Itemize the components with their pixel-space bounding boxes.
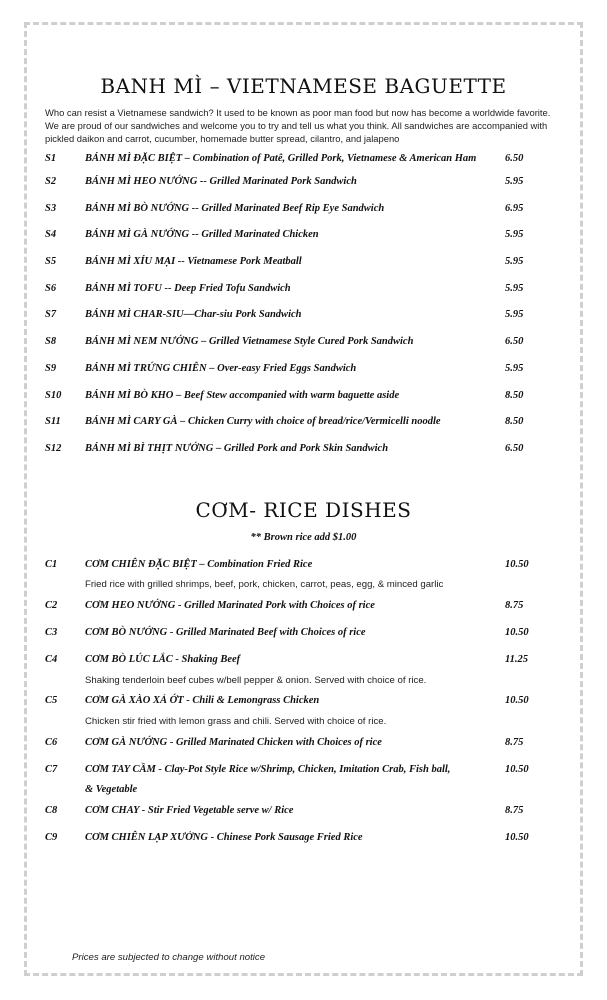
menu-item-s4	[45, 229, 535, 245]
menu-item-s8	[45, 336, 535, 352]
menu-item-c4	[45, 654, 535, 670]
item-name: BÁNH MÌ BÒ NƯỚNG -- Grilled Marinated Beef Rip Eye Sandwich	[85, 203, 385, 214]
item-description: Fried rice with grilled shrimps, beef, pork, chicken, carrot, peas, egg, & minced garlic	[85, 579, 444, 590]
item-code: C8	[45, 805, 58, 816]
item-price: 6.50	[505, 153, 524, 164]
menu-item-c5	[45, 695, 535, 711]
menu-item-s1	[45, 153, 535, 169]
item-price: 5.95	[505, 309, 524, 320]
com-title: CƠM- RICE DISHES	[195, 498, 412, 522]
item-code: S4	[45, 229, 57, 240]
item-name: BÁNH MÌ GÀ NƯỚNG -- Grilled Marinated Chicken	[85, 229, 319, 240]
item-code: S12	[45, 443, 62, 454]
banh-mi-title: BANH MÌ – VIETNAMESE BAGUETTE	[100, 74, 507, 98]
item-name: CƠM CHIÊN LẠP XƯỞNG - Chinese Pork Sausage Fried Rice	[85, 832, 363, 843]
menu-item-s7	[45, 309, 535, 325]
item-price: 5.95	[505, 256, 524, 267]
menu-item-c7	[45, 764, 535, 780]
menu-item-s2	[45, 176, 535, 192]
item-code: S5	[45, 256, 57, 267]
item-price: 10.50	[505, 559, 529, 570]
menu-item-s3	[45, 203, 535, 219]
item-code: C6	[45, 737, 58, 748]
item-price: 8.75	[505, 600, 524, 611]
item-price: 5.95	[505, 363, 524, 374]
item-code: C2	[45, 600, 58, 611]
item-code: C5	[45, 695, 58, 706]
menu-item-s5	[45, 256, 535, 272]
item-name: BÁNH MÌ NEM NƯỚNG – Grilled Vietnamese Style Cured Pork Sandwich	[85, 336, 414, 347]
item-code: S7	[45, 309, 57, 320]
menu-item-c3	[45, 627, 535, 643]
item-name: BÁNH MÌ CARY GÀ – Chicken Curry with choice of bread/rice/Vermicelli noodle	[85, 416, 441, 427]
menu-item-s9	[45, 363, 535, 379]
item-description: Shaking tenderloin beef cubes w/bell pepper & onion. Served with choice of rice.	[85, 675, 427, 686]
item-description: Chicken stir fried with lemon grass and chili. Served with choice of rice.	[85, 716, 387, 727]
item-code: S11	[45, 416, 61, 427]
item-price: 10.50	[505, 695, 529, 706]
item-code: S8	[45, 336, 57, 347]
item-code: S9	[45, 363, 57, 374]
item-name: CƠM CHIÊN ĐẶC BIỆT – Combination Fried Rice	[85, 559, 313, 570]
item-price: 8.75	[505, 805, 524, 816]
item-name: BÁNH MÌ BÒ KHO – Beef Stew accompanied with warm baguette aside	[85, 390, 400, 401]
item-name: CƠM CHAY - Stir Fried Vegetable serve w/ Rice	[85, 805, 294, 816]
item-name: BÁNH MÌ XÍU MẠI -- Vietnamese Pork Meatball	[85, 256, 302, 267]
item-price: 10.50	[505, 627, 529, 638]
item-price: 8.50	[505, 416, 524, 427]
item-code: C4	[45, 654, 58, 665]
item-price: 6.50	[505, 336, 524, 347]
item-price: 11.25	[505, 654, 529, 665]
item-code: S10	[45, 390, 62, 401]
brown-rice-note: ** Brown rice add $1.00	[250, 532, 357, 543]
menu-item-c6	[45, 737, 535, 753]
menu-item-c8	[45, 805, 535, 821]
item-code: C3	[45, 627, 58, 638]
item-price: 6.95	[505, 203, 524, 214]
item-name: CƠM HEO NƯỚNG - Grilled Marinated Pork with Choices of rice	[85, 600, 375, 611]
item-name: CƠM BÒ NƯỚNG - Grilled Marinated Beef with Choices of rice	[85, 627, 366, 638]
item-price: 8.75	[505, 737, 524, 748]
item-price: 8.50	[505, 390, 524, 401]
item-name: CƠM GÀ NƯỚNG - Grilled Marinated Chicken with Choices of rice	[85, 737, 382, 748]
item-name: BÁNH MÌ TOFU -- Deep Fried Tofu Sandwich	[85, 283, 291, 294]
banh-mi-intro: Who can resist a Vietnamese sandwich? It used to be known as poor man food but now has become a worldwide favorite. We are proud of our sandwiches and welcome you to try and tell us what you think. All sandwiches are accompanied with pickled daikon and carrot, cucumber, homemade butter spread, cilantro, and jalapeno	[45, 107, 551, 144]
menu-item-s10	[45, 390, 535, 406]
item-price: 5.95	[505, 229, 524, 240]
item-code: C1	[45, 559, 58, 570]
item-price: 6.50	[505, 443, 524, 454]
menu-item-s6	[45, 283, 535, 299]
menu-item-c2	[45, 600, 535, 616]
item-name-continued: & Vegetable	[85, 784, 138, 795]
item-price: 10.50	[505, 764, 529, 775]
item-price: 5.95	[505, 176, 524, 187]
menu-item-s12	[45, 443, 535, 459]
menu-item-c1	[45, 559, 535, 575]
item-code: S2	[45, 176, 57, 187]
item-name: BÁNH MÌ ĐẶC BIỆT – Combination of Patê, Grilled Pork, Vietnamese & American Ham	[85, 153, 477, 164]
item-code: S3	[45, 203, 57, 214]
item-name: BÁNH MÌ HEO NƯỚNG -- Grilled Marinated Pork Sandwich	[85, 176, 357, 187]
item-price: 5.95	[505, 283, 524, 294]
menu-item-s11	[45, 416, 535, 432]
item-code: C7	[45, 764, 58, 775]
item-code: C9	[45, 832, 58, 843]
item-name: CƠM TAY CẦM - Clay-Pot Style Rice w/Shrimp, Chicken, Imitation Crab, Fish ball,	[85, 764, 451, 775]
item-code: S6	[45, 283, 57, 294]
item-name: CƠM BÒ LÚC LẮC - Shaking Beef	[85, 654, 241, 665]
item-name: BÁNH MÌ BÌ THỊT NƯỚNG – Grilled Pork and Pork Skin Sandwich	[85, 443, 389, 454]
menu-item-c9	[45, 832, 535, 848]
item-name: BÁNH MÌ TRỨNG CHIÊN – Over-easy Fried Eggs Sandwich	[85, 363, 357, 374]
item-name: BÁNH MÌ CHAR-SIU—Char-siu Pork Sandwich	[85, 309, 302, 320]
price-disclaimer: Prices are subjected to change without notice	[72, 952, 266, 963]
item-price: 10.50	[505, 832, 529, 843]
item-name: CƠM GÀ XÀO XẢ ỚT - Chili & Lemongrass Chicken	[85, 695, 320, 706]
item-code: S1	[45, 153, 57, 164]
